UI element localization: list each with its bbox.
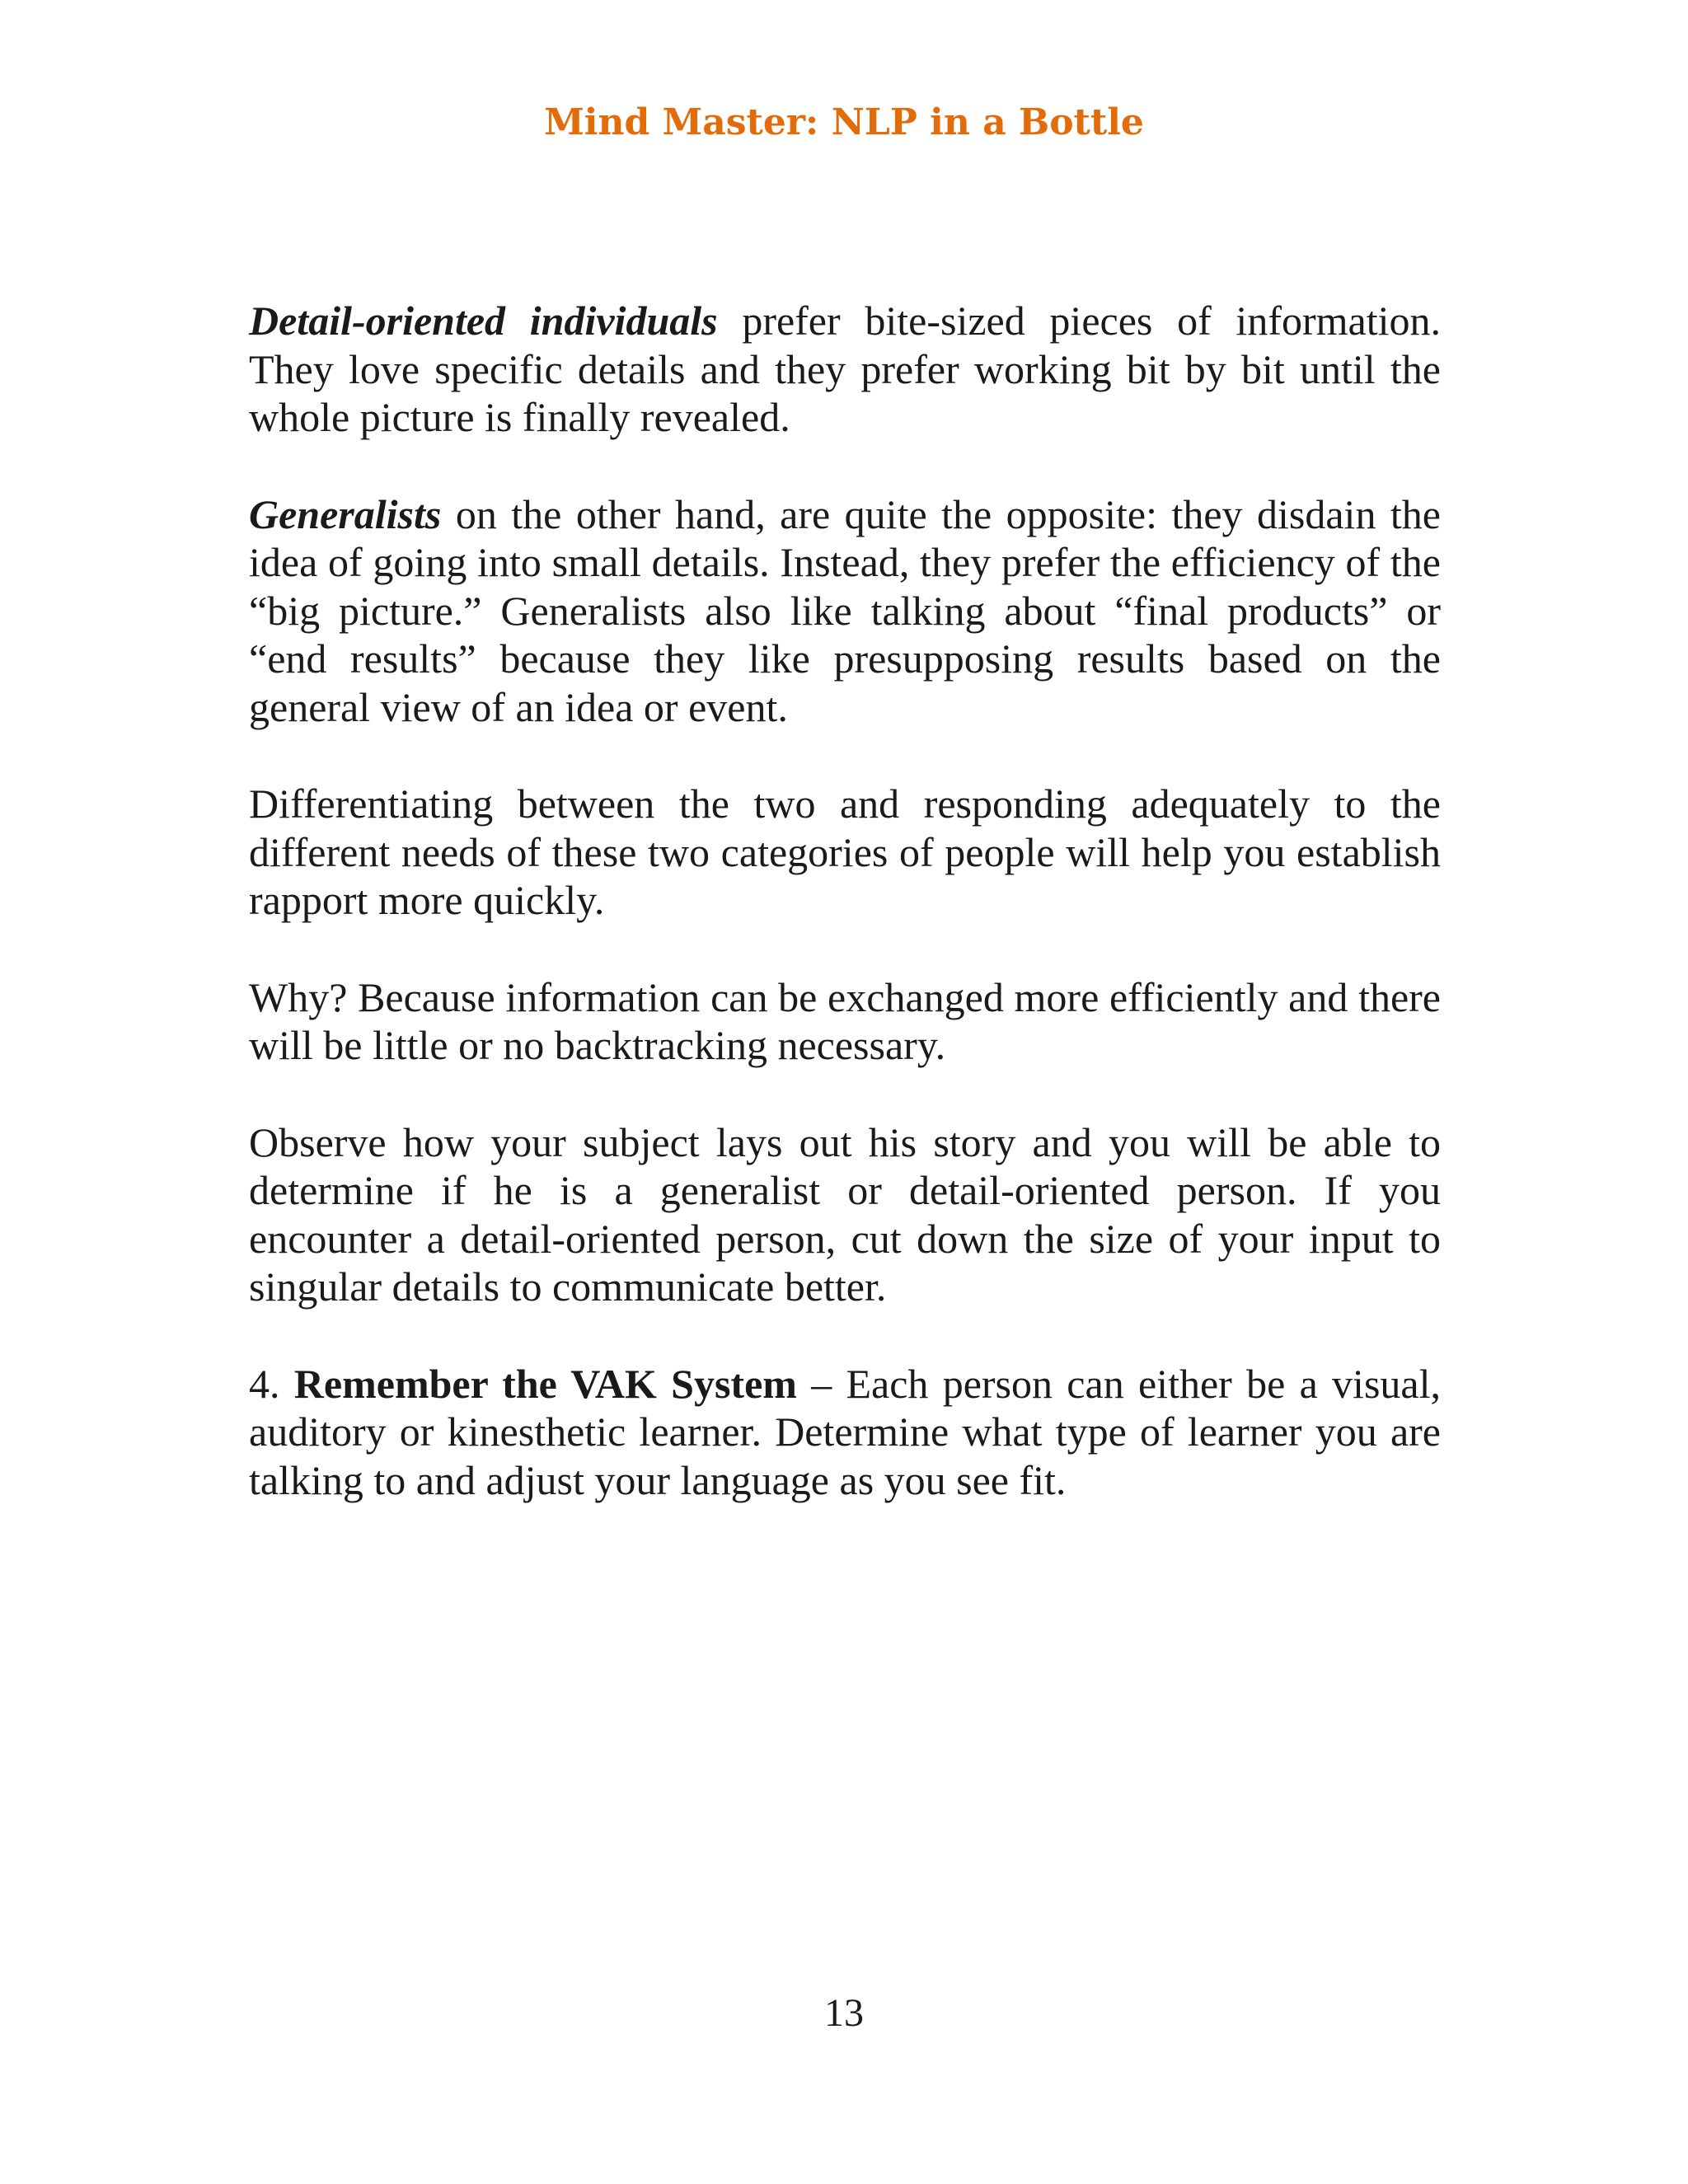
term-detail-oriented: Detail-oriented individuals	[249, 298, 718, 344]
paragraph-text: prefer bite-sized pieces of information. They love specific details and they prefer working bit by bit until the whole picture is finally revealed.	[249, 298, 1441, 440]
vak-heading: Remember the VAK System	[293, 1360, 797, 1407]
paragraph-vak-system	[249, 1360, 1441, 1505]
list-number: 4.	[249, 1360, 294, 1407]
page-number: 13	[824, 1991, 864, 2035]
paragraph-generalists	[249, 490, 1441, 732]
paragraph-observe: Observe how your subject lays out his story and you will be able to determine if he is a generalist or detail-oriented person. If you encounter a detail-oriented person, cut down the size of your input to singular details to communicate better.	[249, 1118, 1441, 1310]
running-header-title: Mind Master: NLP in a Bottle	[544, 101, 1144, 143]
paragraph-text: – Each person can either be a visual, auditory or kinesthetic learner. Determine what type of learner you are talking to and adjust your language as you see fit.	[249, 1360, 1441, 1503]
paragraph-why: Why? Because information can be exchanged more efficiently and there will be little or no backtracking necessary.	[249, 973, 1441, 1068]
paragraph-text: on the other hand, are quite the opposite: they disdain the idea of going into small details. Instead, they prefer the efficiency of the “big picture.” Generalists also like talking about “final products” or “end results” because they like presupposing results based on the general view of an idea or event.	[249, 490, 1441, 730]
paragraph-detail-oriented	[249, 297, 1441, 442]
page-body	[249, 297, 1441, 1504]
term-generalists: Generalists	[249, 490, 442, 537]
paragraph-differentiating: Differentiating between the two and responding adequately to the different needs of these two categories of people will help you establish rapport more quickly.	[249, 780, 1441, 923]
